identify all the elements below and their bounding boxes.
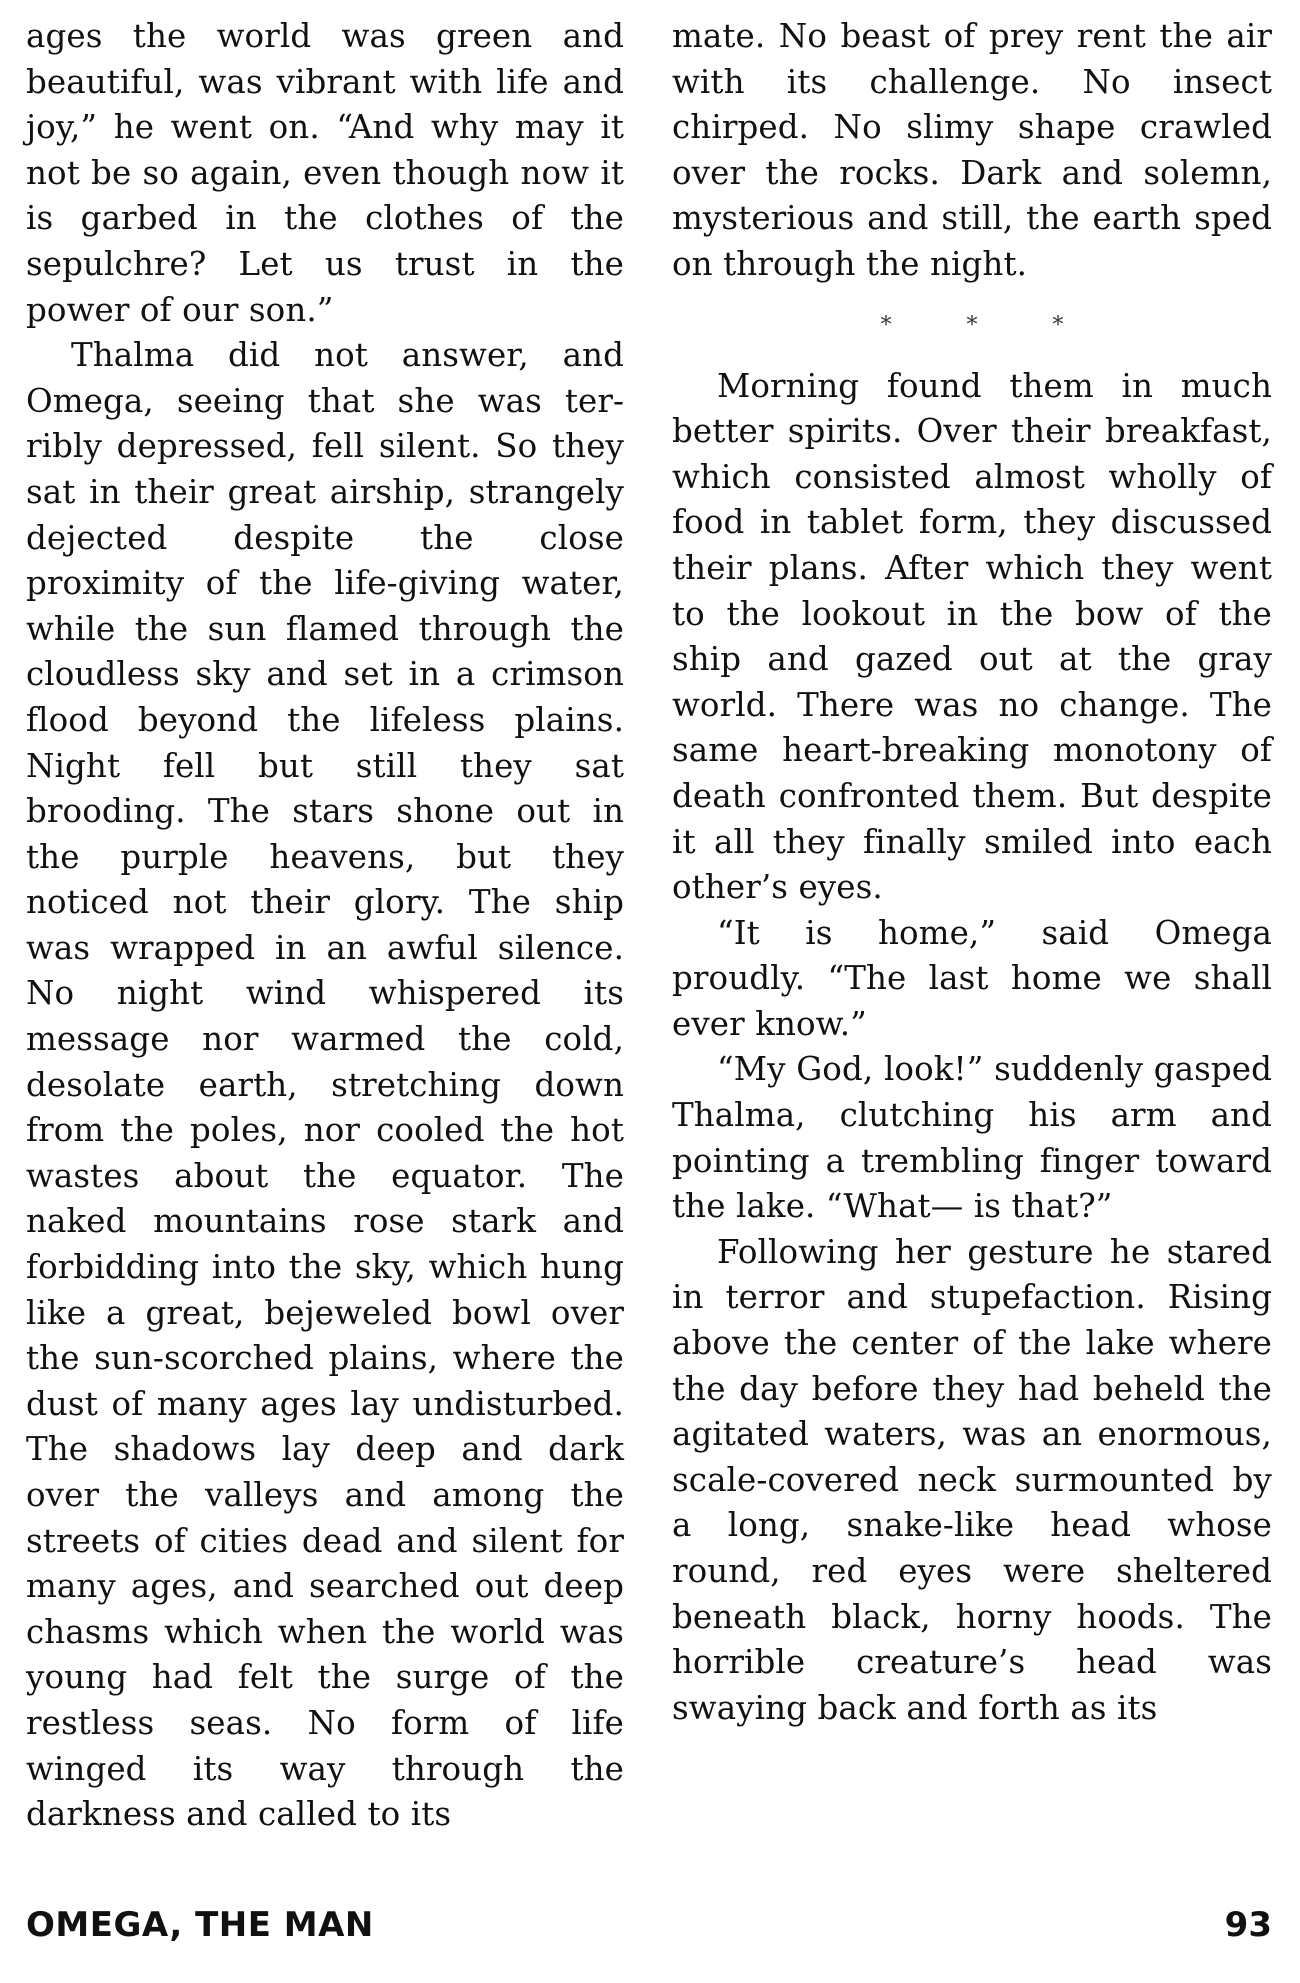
paragraph: ages the world was green and beautiful, was vibrant with life and joy,” he went on. “And why may it not be so again, even though now it is garbed in the clothes of the sepulchre? Let us trust in the power of our son.” <box>26 17 624 329</box>
page-footer <box>26 1900 1272 1950</box>
page-number: 93 <box>1224 1905 1272 1945</box>
section-separator: * * * <box>880 312 1098 338</box>
paragraph: “My God, look!” suddenly gasped Thalma, clutching his arm and pointing a trembling finger toward the lake. “What— is that?” <box>672 1050 1272 1226</box>
left-column <box>26 14 624 1838</box>
paragraph: Morning found them in much better spirits. Over their breakfast, which consisted almost wholly of food in tablet form, they discussed their plans. After which they went to the lookout in the bow of the ship and gazed out at the gray world. There was no change. The same heart-breaking monotony of death confronted them. But despite it all they finally smiled into each other’s eyes. <box>672 366 1272 907</box>
paragraph: Following her gesture he stared in terror and stupefaction. Rising above the center of the lake where the day before they had beheld the agitated waters, was an enormous, scale-covered neck surmounted by a long, snake-like head whose round, red eyes were sheltered beneath black, horny hoods. The horrible creature’s head was swaying back and forth as its <box>672 1232 1272 1727</box>
right-column <box>672 14 1272 1731</box>
paragraph: Thalma did not answer, and Omega, seeing that she was terribly depressed, fell silent. So they sat in their great airship, strangely dejected despite the close proximity of the life-giving water, while the sun flamed through the cloudless sky and set in a crimson flood beyond the lifeless plains. Night fell but still they sat brooding. The stars shone out in the purple heavens, but they noticed not their glory. The ship was wrapped in an awful silence. No night wind whispered its message nor warmed the cold, desolate earth, stretching down from the poles, nor cooled the hot wastes about the equator. The naked mountains rose stark and forbidding into the sky, which hung like a great, bejeweled bowl over the sun-scorched plains, where the dust of many ages lay undisturbed. The shadows lay deep and dark over the valleys and among the streets of cities dead and silent for many ages, and searched out deep chasms which when the world was young had felt the surge of the restless seas. No form of life winged its way through the darkness and called to its <box>26 336 624 1834</box>
paragraph-continuation: mate. No beast of prey rent the air with its challenge. No insect chirped. No slimy shape crawled over the rocks. Dark and solemn, mysterious and still, the earth sped on through the night. <box>672 17 1272 283</box>
paragraph: “It is home,” said Omega proudly. “The last home we shall ever know.” <box>672 913 1272 1043</box>
running-title: OMEGA, THE MAN <box>26 1905 374 1945</box>
